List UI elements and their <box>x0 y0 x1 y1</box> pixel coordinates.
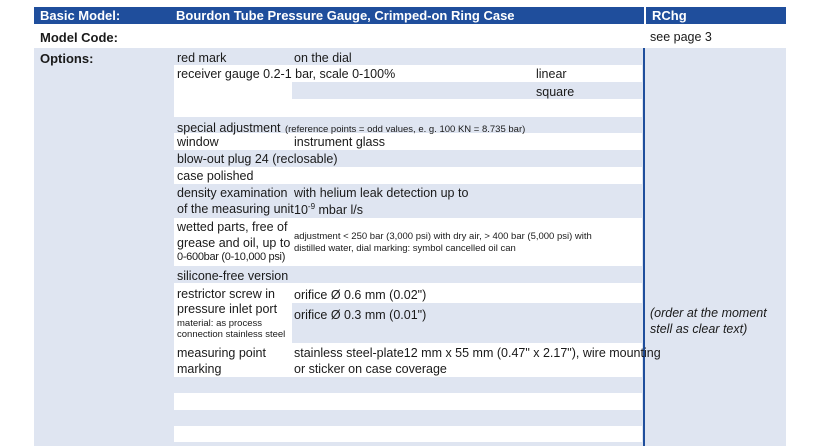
density-label-2: of the measuring unit <box>177 202 294 216</box>
orifice-0-3: orifice Ø 0.3 mm (0.01") <box>294 308 427 322</box>
receiver-gauge-label: receiver gauge 0.2-1 bar, scale 0-100% <box>177 67 396 81</box>
model-code-header <box>646 7 786 24</box>
measuring-value-2: or sticker on case coverage <box>294 362 447 376</box>
restrictor-label-4: connection stainless steel <box>177 329 286 340</box>
measuring-value-1: stainless steel-plate12 mm x 55 mm (0.47" x 2.17"), wire mounting <box>294 346 661 360</box>
wetted-label-2: grease and oil, up to <box>177 236 291 250</box>
density-unit: mbar l/s <box>315 203 363 218</box>
basic-model-label: Basic Model: <box>40 8 121 23</box>
wetted-label-3: 0-600bar (0-10,000 psi) <box>177 251 286 263</box>
red-mark-label: red mark <box>177 51 227 65</box>
silicone-free: silicone-free version <box>177 269 289 283</box>
basic-model-header <box>34 7 170 24</box>
special-adjustment-note: (reference points = odd values, e. g. 100 KN = 8.735 bar) <box>284 124 526 135</box>
wetted-value-2: distilled water, dial marking: symbol cancelled oil can <box>294 243 516 254</box>
orifice-0-6: orifice Ø 0.6 mm (0.02") <box>294 288 427 302</box>
model-code-label: Model Code: <box>40 30 118 45</box>
red-mark-value: on the dial <box>294 51 352 65</box>
window-label: window <box>177 135 219 149</box>
window-value: instrument glass <box>294 135 386 149</box>
density-label-1: density examination <box>177 186 288 200</box>
density-exp: -9 <box>307 202 316 211</box>
row-receiver-sub-bg <box>174 82 292 99</box>
special-adjustment-label: special adjustment <box>177 121 281 135</box>
case-polished: case polished <box>177 169 254 183</box>
blowout-plug: blow-out plug 24 (reclosable) <box>177 152 338 166</box>
model-code-value: see page 3 <box>650 30 712 44</box>
restrictor-label-3: material: as process <box>177 318 263 329</box>
receiver-square: square <box>536 85 575 99</box>
density-value-1: with helium leak detection up to <box>294 186 469 200</box>
wetted-value-1: adjustment < 250 bar (3,000 psi) with dry air, > 400 bar (5,000 psi) with <box>294 231 592 242</box>
measuring-label-1: measuring point <box>177 346 266 360</box>
measuring-label-2: marking <box>177 362 222 376</box>
model-title: Bourdon Tube Pressure Gauge, Crimped-on Ring Case <box>176 8 515 23</box>
row-empty2-bg <box>174 426 642 442</box>
wetted-label-1: wetted parts, free of <box>177 220 288 234</box>
density-value-2 <box>294 202 363 217</box>
model-code-short: RChg <box>652 8 687 23</box>
density-exp-base: 10 <box>294 203 308 218</box>
order-note-2: stell as clear text) <box>650 322 748 336</box>
row-spacer-bg <box>174 99 642 117</box>
restrictor-label-1: restrictor screw in <box>177 287 275 301</box>
order-note-1: (order at the moment <box>650 306 767 320</box>
receiver-linear: linear <box>536 67 567 81</box>
column-divider <box>643 48 645 446</box>
row-empty1-bg <box>174 393 642 410</box>
model-title-header <box>170 7 644 24</box>
options-label: Options: <box>40 51 94 66</box>
restrictor-label-2: pressure inlet port <box>177 302 278 316</box>
